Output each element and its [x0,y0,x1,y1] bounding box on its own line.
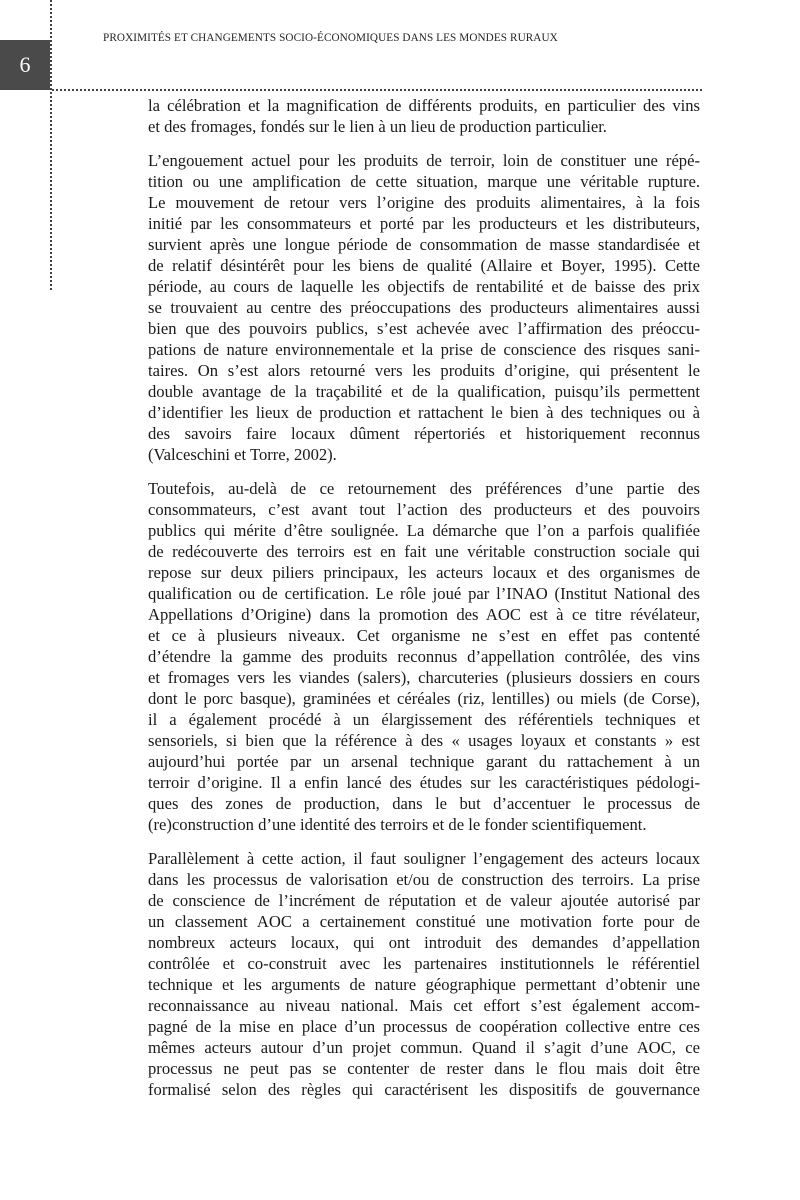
text-line: double avantage de la traçabilité et de la qualification, puisqu’ils permettent [148,382,700,401]
text-line: Le mouvement de retour vers l’origine des produits alimentaires, à la fois [148,193,700,212]
text-line: contrôlée et co-construit avec les partenaires institutionnels le référentiel [148,954,700,973]
text-line: d’identifier les lieux de production et rattachent le bien à des techniques ou à [148,403,700,422]
text-line: dans les processus de valorisation et/ou de construction des terroirs. La prise [148,870,700,889]
text-line: initié par les consommateurs et porté par les producteurs et les distributeurs, [148,214,700,233]
text-line: (re)construction d’une identité des terroirs et de le fonder scientifiquement. [148,815,647,834]
text-line: publics qui mérite d’être soulignée. La démarche que l’on a parfois qualifiée [148,521,700,540]
text-line: des savoirs faire locaux dûment répertoriés et historiquement reconnus [148,424,700,443]
text-line: il a également procédé à un élargissement des référentiels techniques et [148,710,700,729]
text-line: (Valceschini et Torre, 2002). [148,445,337,464]
text-line: sensoriels, si bien que la référence à des « usages loyaux et constants » est [148,731,700,750]
text-line: et ce à plusieurs niveaux. Cet organisme ne s’est en effet pas contenté [148,626,700,645]
text-line: processus ne peut pas se contenter de rester dans le flou mais doit être [148,1059,700,1078]
text-line: se trouvaient au centre des préoccupations des producteurs alimentaires aussi [148,298,700,317]
page-number-tab [0,40,50,90]
text-line: L’engouement actuel pour les produits de terroir, loin de constituer une répé- [148,151,700,170]
text-line: tition ou une amplification de cette situation, marque une véritable rupture. [148,172,700,191]
text-line: aujourd’hui portée par un arsenal technique garant du rattachement à un [148,752,700,771]
text-line: reconnaissance au niveau national. Mais cet effort s’est également accom- [148,996,700,1015]
text-line: technique et les arguments de nature géographique permettant d’obtenir une [148,975,700,994]
text-line: pagné de la mise en place d’un processus de coopération collective entre ces [148,1017,700,1036]
body-text [148,95,700,1113]
paragraph [148,478,700,835]
text-line: de redécouverte des terroirs est en fait une véritable construction sociale qui [148,542,700,561]
text-line: nombreux acteurs locaux, qui ont introduit des demandes d’appellation [148,933,700,952]
text-line: repose sur deux piliers principaux, les acteurs locaux et des organismes de [148,563,700,582]
text-line: taires. On s’est alors retourné vers les produits d’origine, qui présentent le [148,361,700,380]
text-line: Toutefois, au-delà de ce retournement des préférences d’une partie des [148,479,700,498]
text-line: consommateurs, c’est avant tout l’action des producteurs et des pouvoirs [148,500,700,519]
text-line: Parallèlement à cette action, il faut souligner l’engagement des acteurs locaux [148,849,700,868]
header-dotted-rule [52,89,702,91]
text-line: d’étendre la gamme des produits reconnus d’appellation contrôlée, des vins [148,647,700,666]
page-number: 6 [19,52,31,77]
running-header: PROXIMITÉS ET CHANGEMENTS SOCIO-ÉCONOMIQUES DANS LES MONDES RURAUX [103,32,558,44]
text-line: pations de nature environnementale et la prise de conscience des risques sani- [148,340,700,359]
text-line: qualification ou de certification. Le rôle joué par l’INAO (Institut National des [148,584,700,603]
text-line: de conscience de l’incrément de réputation et de valeur ajoutée autorisé par [148,891,700,910]
text-line: Appellations d’Origine) dans la promotion des AOC est à ce titre révélateur, [148,605,700,624]
text-line: période, au cours de laquelle les objectifs de rentabilité et de baisse des prix [148,277,700,296]
text-line: terroir d’origine. Il a enfin lancé des études sur les caractéristiques pédologi- [148,773,700,792]
paragraph [148,95,700,137]
text-line: mêmes acteurs autour d’un projet commun. Quand il s’agit d’une AOC, ce [148,1038,700,1057]
margin-dotted-rule [50,0,52,290]
text-line: un classement AOC a certainement constitué une motivation forte pour de [148,912,700,931]
text-line: bien que des pouvoirs publics, s’est achevée avec l’affirmation des préoccu- [148,319,700,338]
text-line: dont le porc basque), graminées et céréales (riz, lentilles) ou miels (de Corse), [148,689,700,708]
text-line: formalisé selon des règles qui caractérisent les dispositifs de gouvernance [148,1080,700,1099]
text-line: et des fromages, fondés sur le lien à un lieu de production particulier. [148,117,607,136]
paragraph [148,150,700,465]
text-line: et fromages vers les viandes (salers), charcuteries (plusieurs dossiers en cours [148,668,700,687]
text-line: la célébration et la magnification de différents produits, en particulier des vins [148,96,700,115]
text-line: ques des zones de production, dans le but d’accentuer le processus de [148,794,700,813]
text-line: survient après une longue période de consommation de masse standardisée et [148,235,700,254]
paragraph [148,848,700,1100]
text-line: de relatif désintérêt pour les biens de qualité (Allaire et Boyer, 1995). Cette [148,256,700,275]
